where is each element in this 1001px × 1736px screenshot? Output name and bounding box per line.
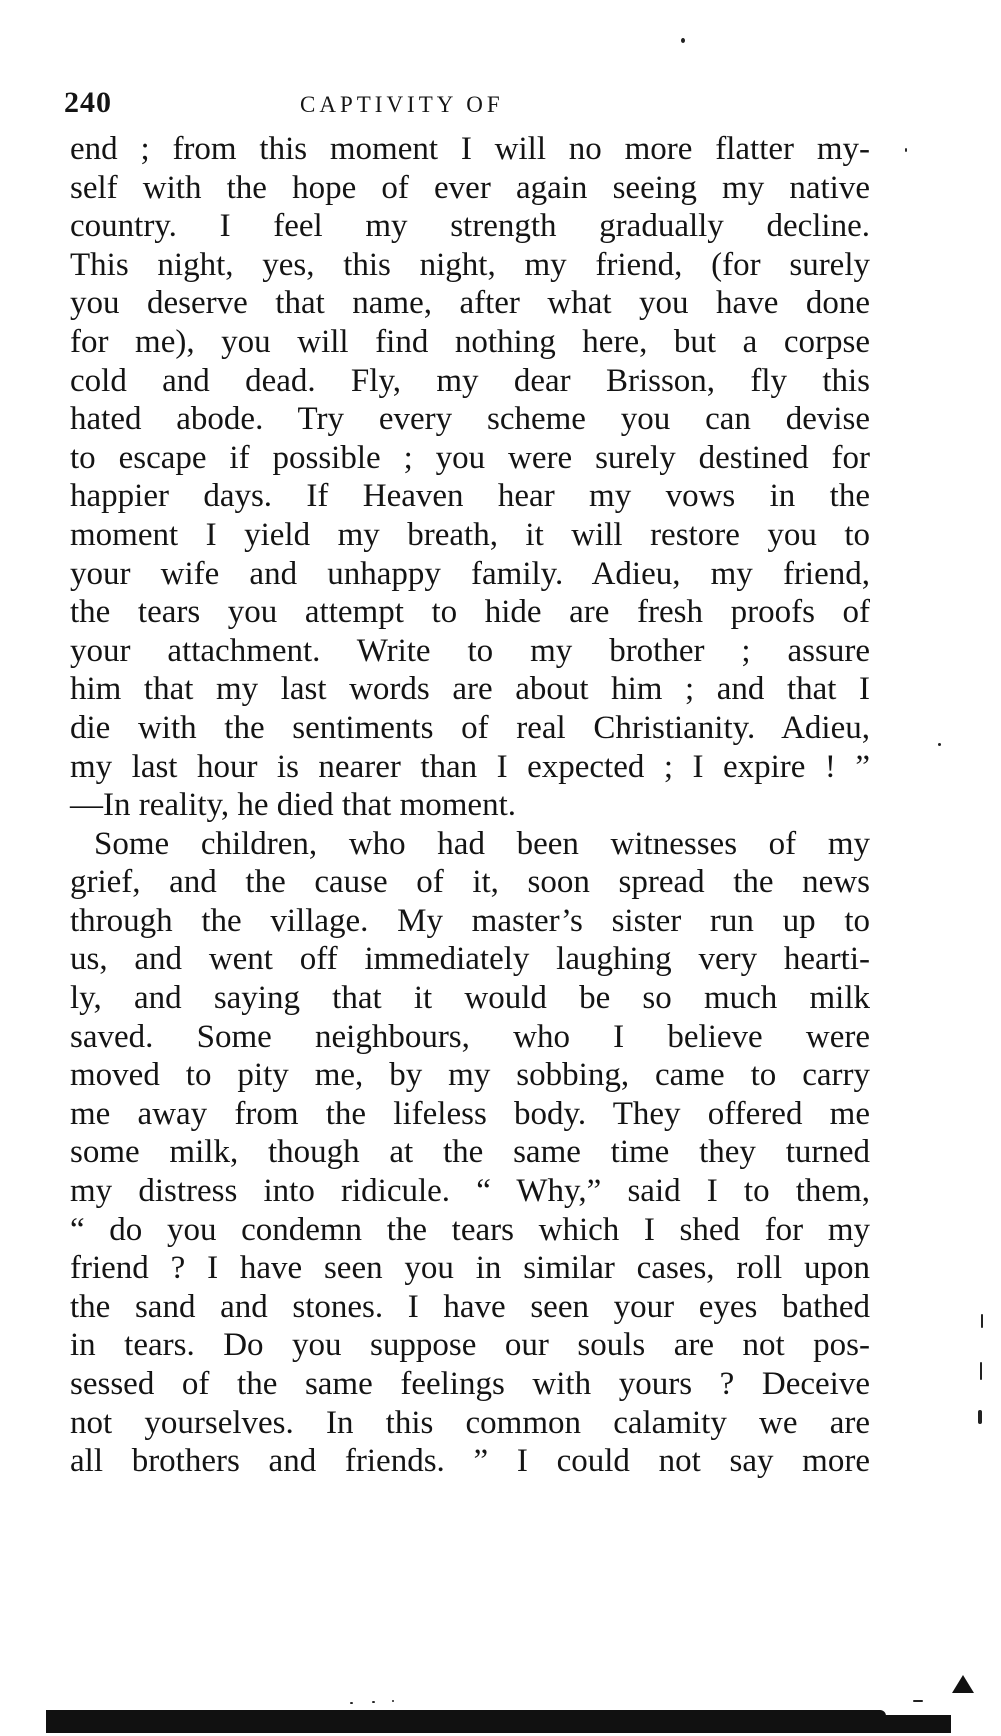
- text-line: my last hour is nearer than I expected ; I expire ! ”: [70, 748, 870, 785]
- bottom-rule: [46, 1715, 951, 1733]
- text-line: sessed of the same feelings with yours ? Deceive: [70, 1366, 870, 1402]
- ink-speck: [392, 1700, 394, 1702]
- ink-speck: [372, 1701, 375, 1703]
- text-line: grief, and the cause of it, soon spread the news: [70, 864, 870, 901]
- text-line: die with the sentiments of real Christianity. Adieu,: [70, 709, 870, 746]
- text-line: some milk, though at the same time they turned: [70, 1134, 870, 1171]
- text-line: the tears you attempt to hide are fresh proofs of: [70, 594, 870, 631]
- text-line: —In reality, he died that moment.: [70, 787, 516, 824]
- text-line: happier days. If Heaven hear my vows in the: [70, 478, 870, 515]
- page-number: 240: [64, 86, 112, 119]
- text-line: “ do you condemn the tears which I shed for my: [70, 1211, 870, 1248]
- text-line: the sand and stones. I have seen your eyes bathed: [70, 1288, 870, 1325]
- text-line: This night, yes, this night, my friend, (for surely: [70, 246, 870, 283]
- body-text: [70, 130, 870, 1481]
- text-line: Some children, who had been witnesses of my: [94, 825, 870, 862]
- text-line: hated abode. Try every scheme you can devise: [70, 401, 870, 438]
- text-line: end ; from this moment I will no more flatter my-: [70, 131, 870, 167]
- text-line: my distress into ridicule. “ Why,” said I to them,: [70, 1173, 870, 1210]
- ink-speck: [981, 1314, 983, 1328]
- text-line: him that my last words are about him ; and that I: [70, 671, 870, 708]
- text-line: moved to pity me, by my sobbing, came to carry: [70, 1057, 870, 1094]
- text-line: self with the hope of ever again seeing my native: [70, 169, 870, 206]
- text-line: saved. Some neighbours, who I believe were: [70, 1018, 870, 1055]
- ink-speck: [905, 148, 907, 152]
- ink-speck: [938, 743, 941, 746]
- ink-speck: [978, 1410, 982, 1424]
- text-line: your attachment. Write to my brother ; assure: [70, 632, 870, 669]
- corner-arrow-icon: [952, 1675, 974, 1693]
- text-line: to escape if possible ; you were surely destined for: [70, 439, 870, 476]
- text-line: for me), you will find nothing here, but a corpse: [70, 323, 870, 360]
- text-line: moment I yield my breath, it will restore you to: [70, 516, 870, 553]
- ink-speck: [350, 1702, 353, 1704]
- text-line: ly, and saying that it would be so much milk: [70, 980, 870, 1017]
- text-line: me away from the lifeless body. They offered me: [70, 1095, 870, 1132]
- text-line: cold and dead. Fly, my dear Brisson, fly this: [70, 362, 870, 399]
- text-line: your wife and unhappy family. Adieu, my friend,: [70, 555, 870, 592]
- running-head: CAPTIVITY OF: [300, 92, 504, 117]
- text-line: you deserve that name, after what you have done: [70, 285, 870, 322]
- ink-speck: [913, 1700, 923, 1702]
- text-line: through the village. My master’s sister run up to: [70, 902, 870, 939]
- text-line: friend ? I have seen you in similar cases, roll upon: [70, 1250, 870, 1287]
- text-line: us, and went off immediately laughing very hearti-: [70, 941, 870, 978]
- ink-speck: [980, 1362, 982, 1380]
- text-line: not yourselves. In this common calamity we are: [70, 1404, 870, 1441]
- text-line: in tears. Do you suppose our souls are not pos-: [70, 1327, 870, 1364]
- text-line: country. I feel my strength gradually decline.: [70, 208, 870, 245]
- text-line: all brothers and friends. ” I could not say more: [70, 1443, 870, 1480]
- ink-speck: [681, 38, 685, 43]
